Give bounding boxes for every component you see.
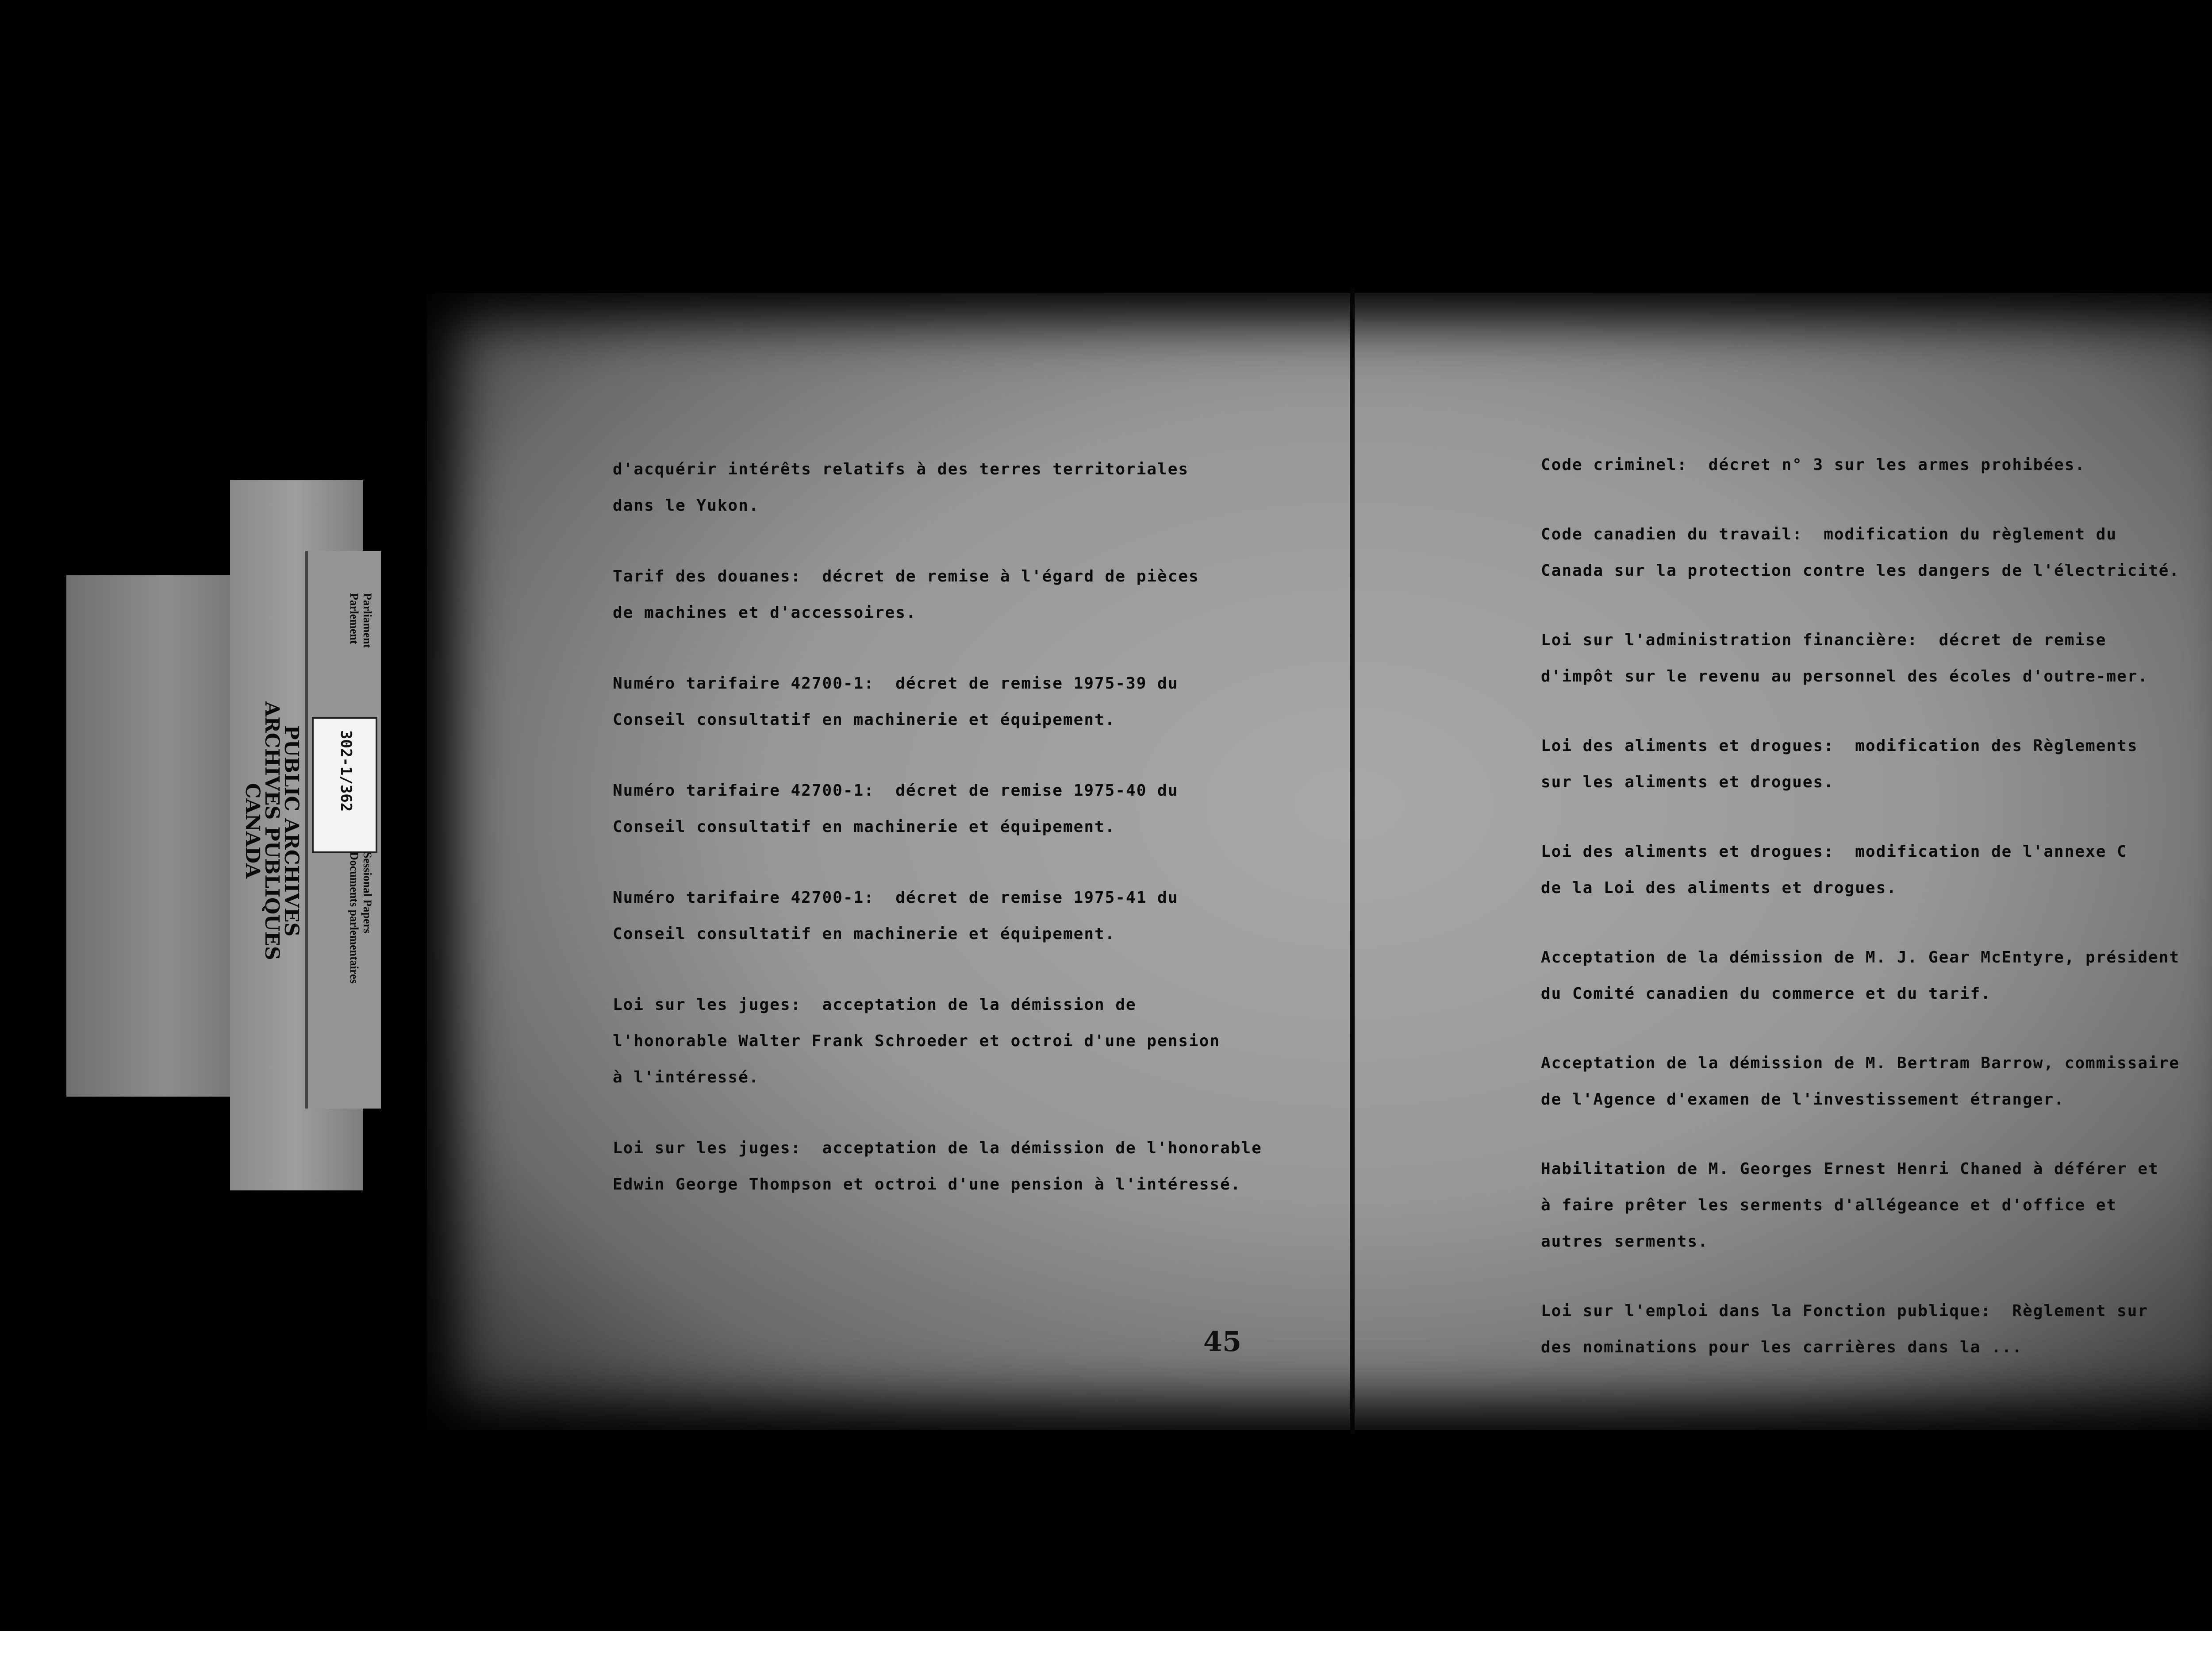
series-label-line: Documents parlementaires (348, 852, 361, 984)
list-item: Numéro tarifaire 42700-1: décret de remise 1975-40 du Conseil consultatif en machinerie et équipement. (613, 782, 1179, 836)
series-label-line: Sessional Papers (361, 852, 374, 934)
list-item: Tarif des douanes: décret de remise à l'égard de pièces de machines et d'accessoires. (613, 567, 1199, 622)
page-number: 45 (1203, 1325, 1242, 1358)
reel-number: 302-1/362 (337, 730, 355, 812)
list-item: Code canadien du travail: modification du règlement du Canada sur la protection contre les dangers de l'électricité. (1541, 525, 2180, 580)
slate-card-back (66, 575, 230, 1097)
archives-label (242, 701, 301, 960)
list-item: Habilitation de M. Georges Ernest Henri Chaned à déférer et à faire prêter les serments d'allégeance et d'office et autres serments. (1541, 1160, 2159, 1251)
archives-line: ARCHIVES PUBLIQUES (261, 701, 283, 960)
list-item: Acceptation de la démission de M. Bertram Barrow, commissaire de l'Agence d'examen de l'investissement étranger. (1541, 1054, 2180, 1109)
list-item: d'acquérir intérêts relatifs à des terres territoriales dans le Yukon. (613, 460, 1189, 515)
list-item: Acceptation de la démission de M. J. Gear McEntyre, président du Comité canadien du commerce et du tarif. (1541, 948, 2180, 1003)
archives-line: PUBLIC ARCHIVES (280, 725, 303, 937)
archives-line: CANADA (241, 783, 264, 879)
list-item: Loi des aliments et drogues: modification des Règlements sur les aliments et drogues. (1541, 737, 2138, 791)
left-page (613, 451, 1334, 1237)
series-label-line: Parlement (348, 593, 361, 644)
right-page (1541, 447, 2212, 1399)
series-label-line: Parliament (361, 593, 374, 648)
list-item: Loi sur l'administration financière: décret de remise d'impôt sur le revenu au personnel des écoles d'outre-mer. (1541, 631, 2149, 685)
list-item: Code criminel: décret n° 3 sur les armes prohibées. (1541, 456, 2086, 474)
page-gutter (1350, 288, 1355, 1434)
list-item: Loi des aliments et drogues: modification de l'annexe C de la Loi des aliments et drogues. (1541, 843, 2128, 897)
list-item: Loi sur les juges: acceptation de la démission de l'honorable Edwin George Thompson et octroi d'une pension à l'intéressé. (613, 1139, 1262, 1194)
list-item: Loi sur les juges: acceptation de la démission de l'honorable Walter Frank Schroeder et octroi d'une pension à l'intéressé. (613, 996, 1221, 1086)
series-label-en (347, 593, 374, 648)
film-border (0, 1631, 2212, 1671)
list-item: Loi sur l'emploi dans la Fonction publique: Règlement sur des nominations pour les carrières dans la ... (1541, 1302, 2149, 1356)
series-label-fr (347, 852, 374, 984)
list-item: Numéro tarifaire 42700-1: décret de remise 1975-41 du Conseil consultatif en machinerie et équipement. (613, 889, 1179, 943)
list-item: Numéro tarifaire 42700-1: décret de remise 1975-39 du Conseil consultatif en machinerie et équipement. (613, 674, 1179, 729)
